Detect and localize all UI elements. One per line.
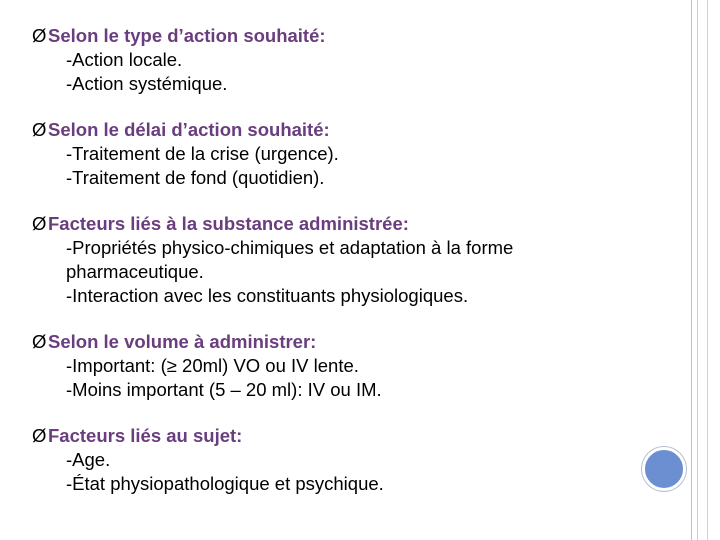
list-item: -Traitement de la crise (urgence).	[66, 143, 339, 164]
list-item: -Important: (≥ 20ml) VO ou IV lente.	[66, 355, 359, 376]
section-substance-factors	[32, 212, 672, 308]
list-item: pharmaceutique.	[66, 261, 204, 282]
list-item: -Action locale.	[66, 49, 183, 70]
heading-text: Selon le volume à administrer:	[48, 331, 317, 352]
list-item: -Moins important (5 – 20 ml): IV ou IM.	[66, 379, 382, 400]
arrow-bullet-icon: Ø	[32, 425, 47, 446]
heading-text: Facteurs liés au sujet:	[48, 425, 243, 446]
heading-text: Selon le type d’action souhaité:	[48, 25, 326, 46]
list-item: -Interaction avec les constituants physiologiques.	[66, 285, 469, 306]
arrow-bullet-icon: Ø	[32, 213, 47, 234]
border-line	[691, 0, 692, 540]
section-action-type	[32, 24, 672, 96]
section-heading	[32, 212, 672, 236]
heading-text: Facteurs liés à la substance administrée:	[48, 213, 409, 234]
border-line	[707, 0, 708, 540]
heading-text: Selon le délai d’action souhaité:	[48, 119, 330, 140]
section-subject-factors	[32, 424, 672, 496]
section-heading	[32, 424, 672, 448]
border-line	[697, 0, 698, 540]
list-item: -Propriétés physico-chimiques et adaptation à la forme	[66, 237, 514, 258]
arrow-bullet-icon: Ø	[32, 25, 47, 46]
slide-content	[32, 24, 672, 518]
section-heading	[32, 330, 672, 354]
arrow-bullet-icon: Ø	[32, 331, 47, 352]
section-heading	[32, 24, 672, 48]
section-volume	[32, 330, 672, 402]
section-action-delay	[32, 118, 672, 190]
list-item: -État physiopathologique et psychique.	[66, 473, 384, 494]
section-heading	[32, 118, 672, 142]
list-item: -Traitement de fond (quotidien).	[66, 167, 325, 188]
arrow-bullet-icon: Ø	[32, 119, 47, 140]
list-item: -Action systémique.	[66, 73, 228, 94]
list-item: -Age.	[66, 449, 111, 470]
